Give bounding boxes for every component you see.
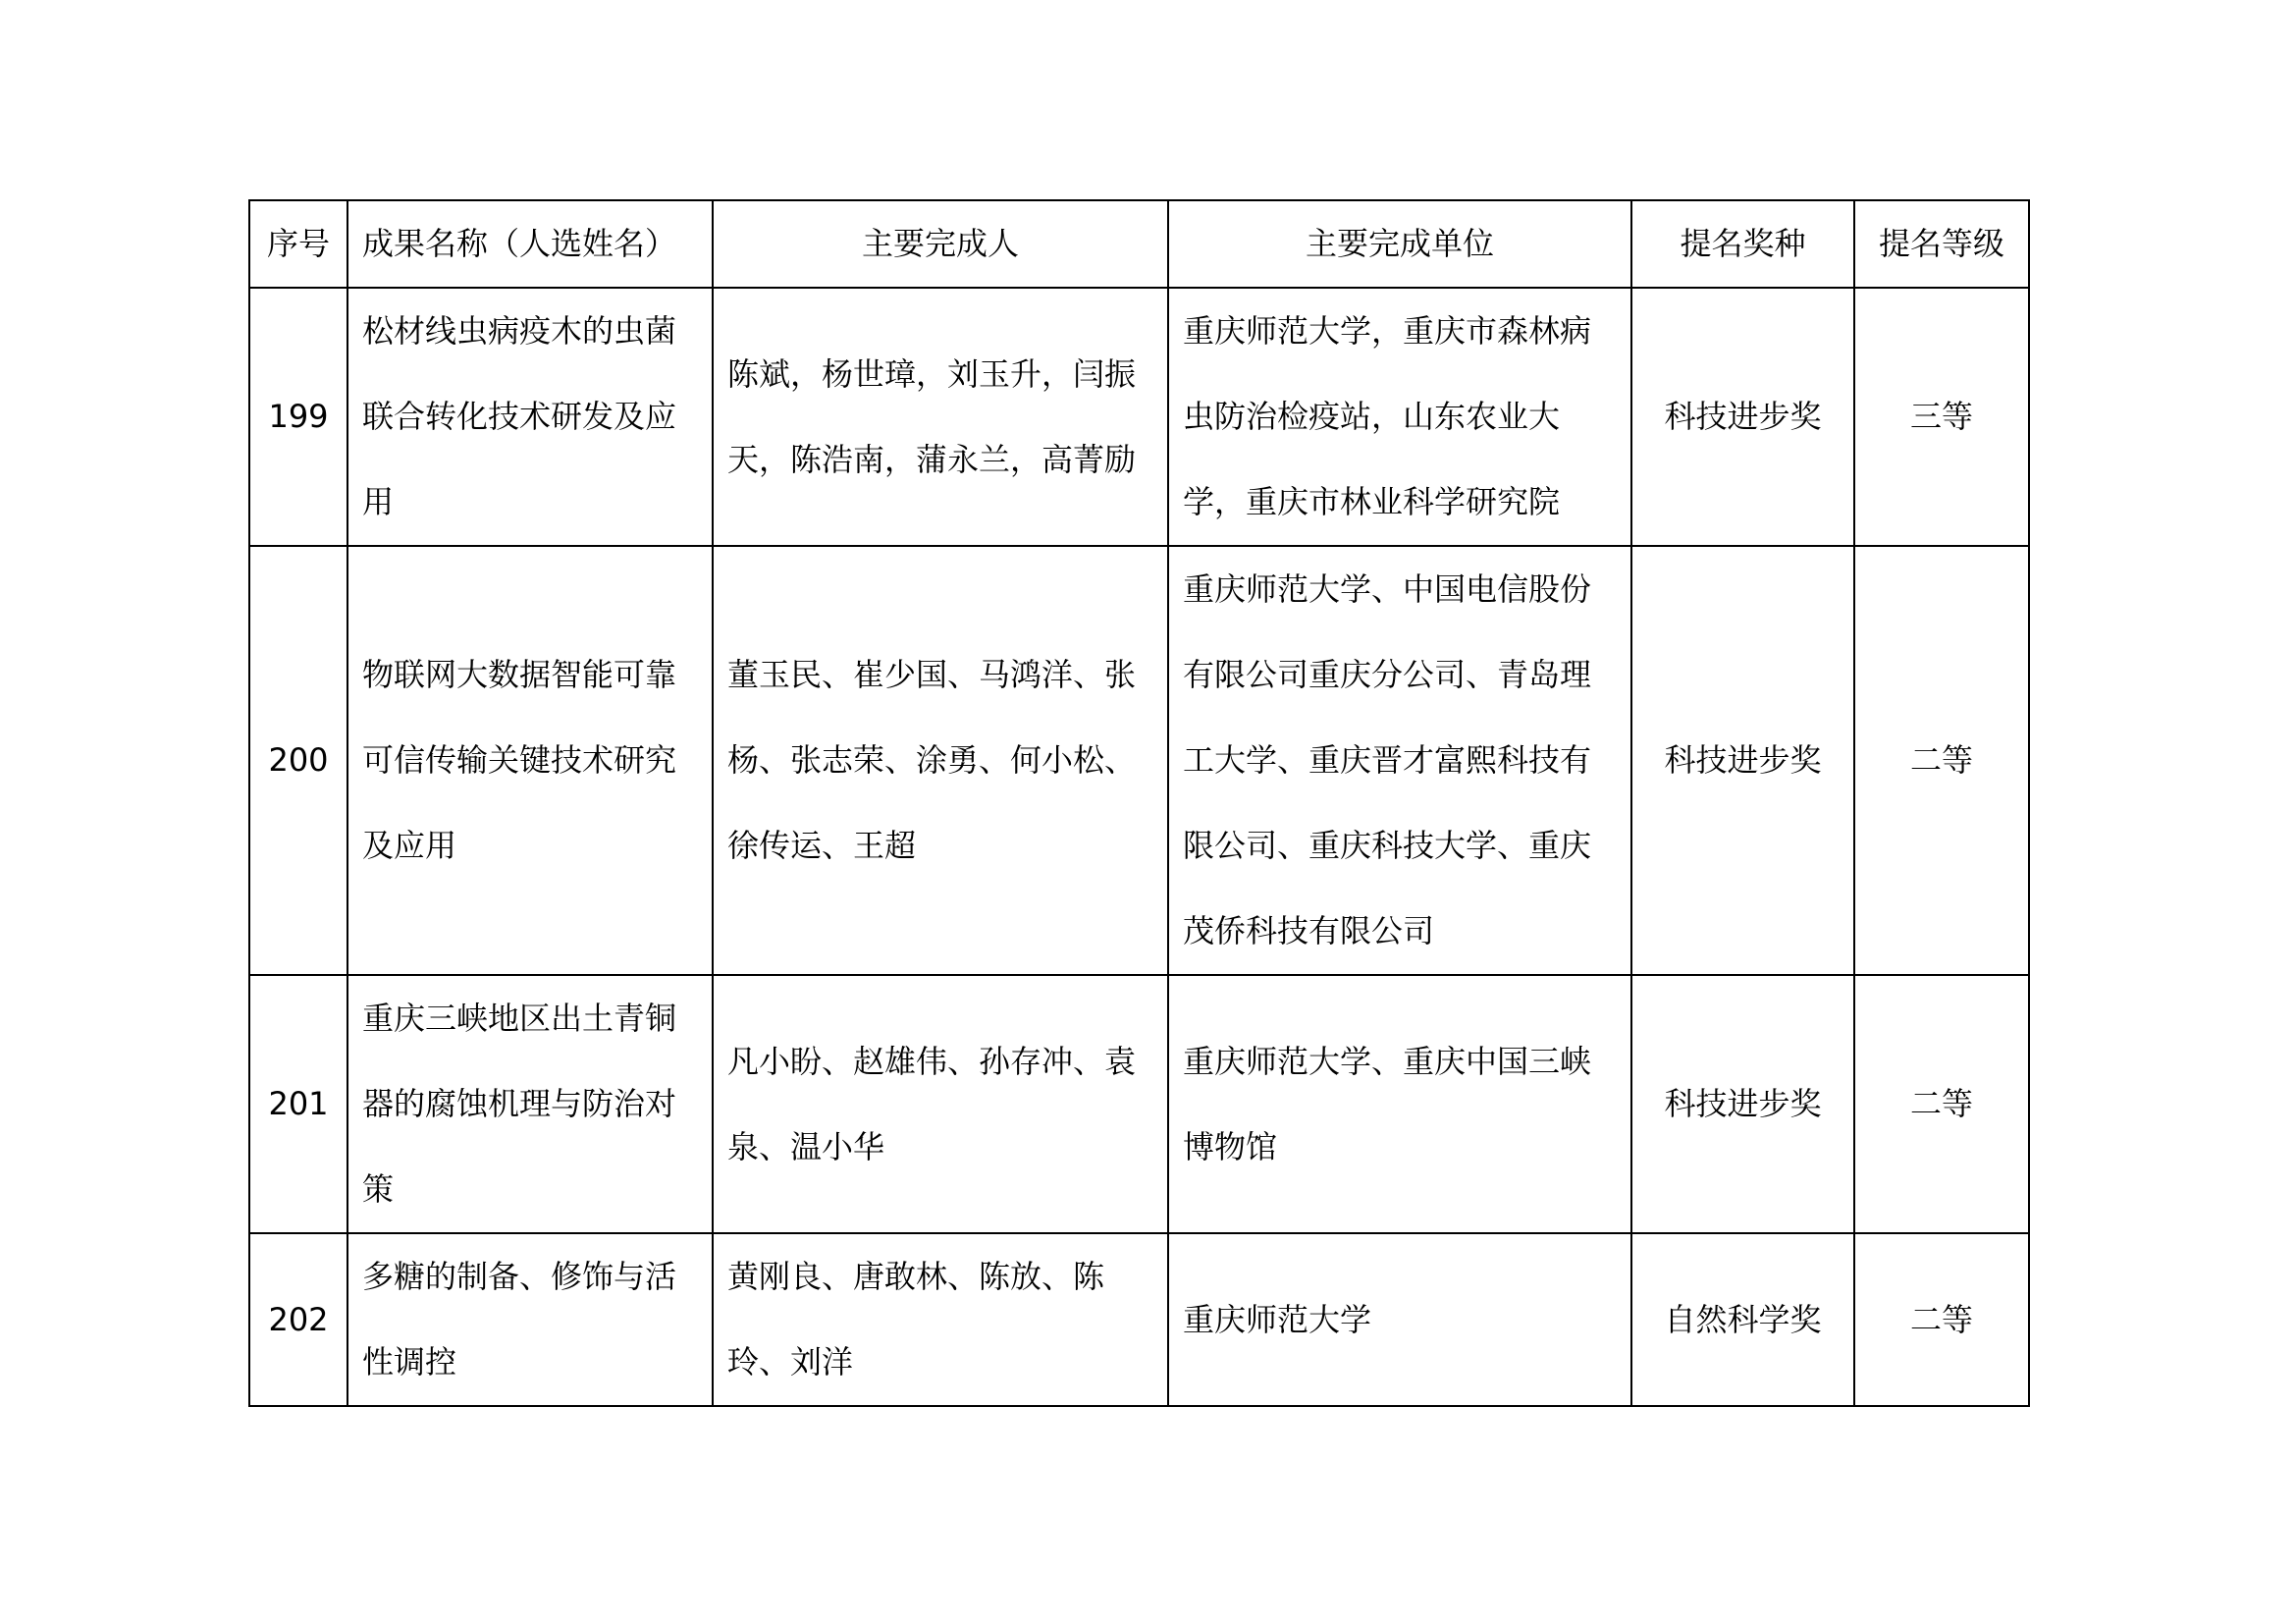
cell-award-type: 自然科学奖 <box>1631 1233 1854 1406</box>
cell-award-level: 二等 <box>1854 546 2029 975</box>
header-serial-number: 序号 <box>249 200 347 288</box>
header-achievement-name: 成果名称（人选姓名） <box>347 200 713 288</box>
awards-table <box>248 199 2030 1407</box>
header-main-contributors: 主要完成人 <box>713 200 1168 288</box>
cell-award-level: 三等 <box>1854 288 2029 546</box>
cell-achievement-name: 物联网大数据智能可靠可信传输关键技术研究及应用 <box>347 546 713 975</box>
cell-main-units: 重庆师范大学，重庆市森林病虫防治检疫站，山东农业大学，重庆市林业科学研究院 <box>1168 288 1631 546</box>
cell-award-level: 二等 <box>1854 1233 2029 1406</box>
table-row <box>249 546 2029 975</box>
cell-award-type: 科技进步奖 <box>1631 288 1854 546</box>
cell-main-contributors: 董玉民、崔少国、马鸿洋、张杨、张志荣、涂勇、何小松、徐传运、王超 <box>713 546 1168 975</box>
header-award-level: 提名等级 <box>1854 200 2029 288</box>
cell-award-type: 科技进步奖 <box>1631 975 1854 1233</box>
cell-main-contributors: 陈斌，杨世璋，刘玉升，闫振天，陈浩南，蒲永兰，高菁励 <box>713 288 1168 546</box>
table-row <box>249 288 2029 546</box>
cell-achievement-name: 多糖的制备、修饰与活性调控 <box>347 1233 713 1406</box>
cell-serial-number: 201 <box>249 975 347 1233</box>
cell-main-units: 重庆师范大学 <box>1168 1233 1631 1406</box>
cell-main-units: 重庆师范大学、中国电信股份有限公司重庆分公司、青岛理工大学、重庆晋才富熙科技有限公司、重庆科技大学、重庆茂侨科技有限公司 <box>1168 546 1631 975</box>
cell-main-contributors: 黄刚良、唐敢林、陈放、陈玲、刘洋 <box>713 1233 1168 1406</box>
cell-achievement-name: 重庆三峡地区出土青铜器的腐蚀机理与防治对策 <box>347 975 713 1233</box>
cell-achievement-name: 松材线虫病疫木的虫菌联合转化技术研发及应用 <box>347 288 713 546</box>
cell-serial-number: 199 <box>249 288 347 546</box>
cell-award-type: 科技进步奖 <box>1631 546 1854 975</box>
header-main-units: 主要完成单位 <box>1168 200 1631 288</box>
table-header-row <box>249 200 2029 288</box>
cell-serial-number: 202 <box>249 1233 347 1406</box>
cell-main-contributors: 凡小盼、赵雄伟、孙存冲、袁泉、温小华 <box>713 975 1168 1233</box>
table-row <box>249 1233 2029 1406</box>
cell-award-level: 二等 <box>1854 975 2029 1233</box>
header-award-type: 提名奖种 <box>1631 200 1854 288</box>
cell-main-units: 重庆师范大学、重庆中国三峡博物馆 <box>1168 975 1631 1233</box>
cell-serial-number: 200 <box>249 546 347 975</box>
table-row <box>249 975 2029 1233</box>
